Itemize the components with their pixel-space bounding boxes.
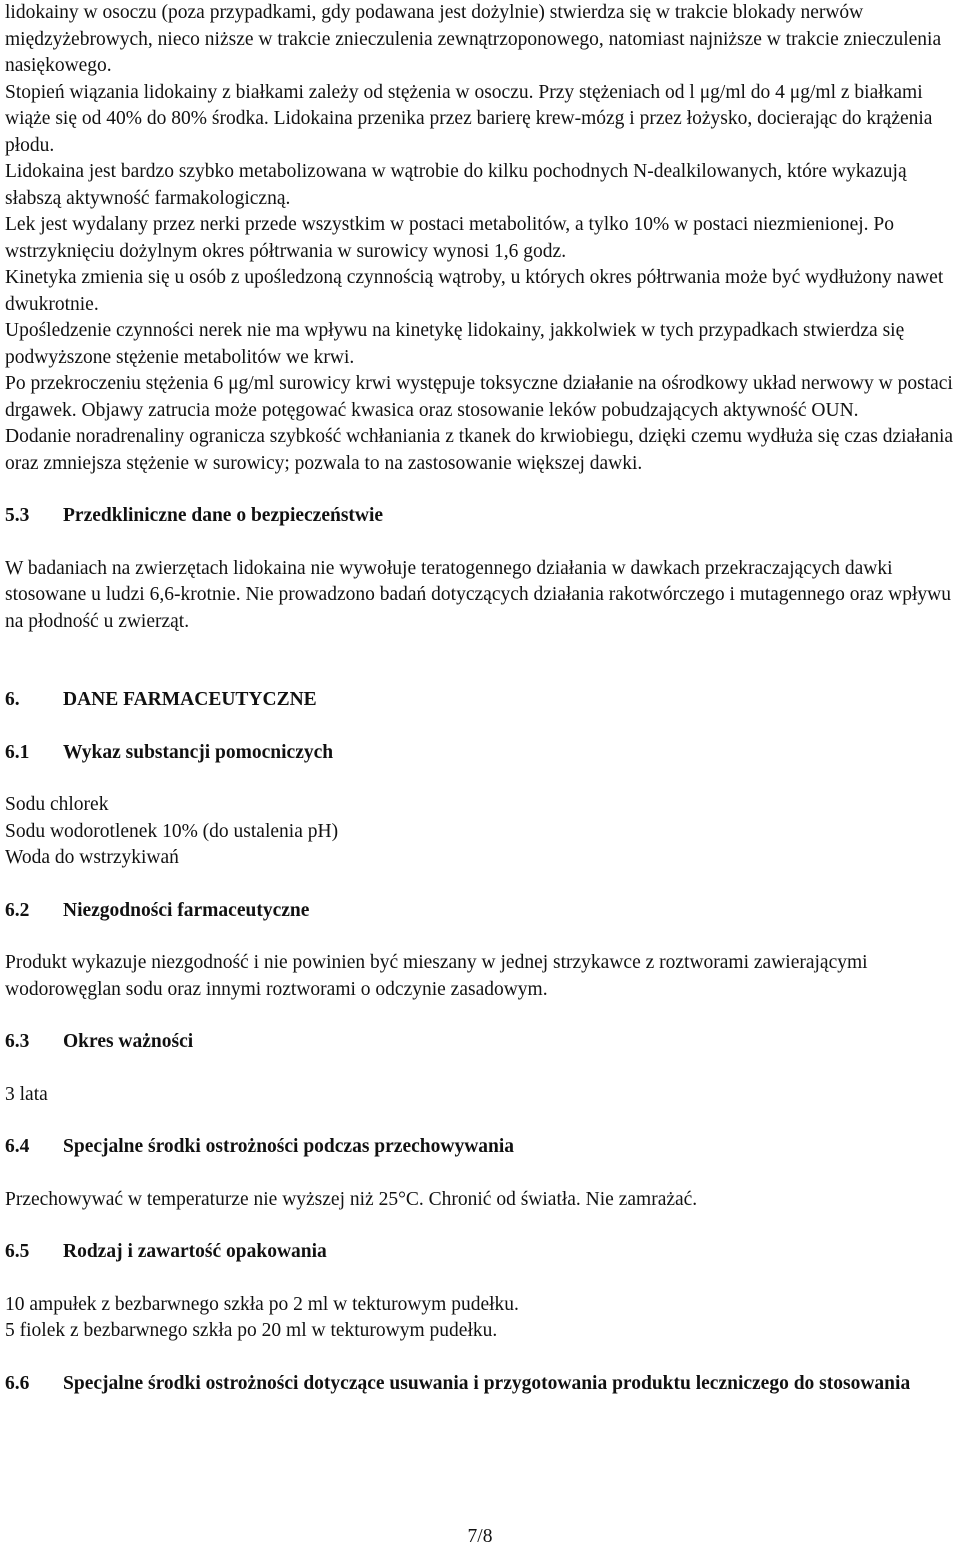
section-6-heading — [5, 687, 957, 714]
section-title: Wykaz substancji pomocniczych — [63, 741, 334, 763]
section-title: Specjalne środki ostrożności podczas przechowywania — [63, 1136, 515, 1157]
section-6-4-heading — [5, 1134, 957, 1161]
section-number: 6.3 — [5, 1031, 30, 1052]
excipient-item: Sodu chlorek — [5, 794, 109, 815]
package-item: 10 ampułek z bezbarwnego szkła po 2 ml w tekturowym pudełku. — [5, 1293, 519, 1315]
section-title: Niezgodności farmaceutyczne — [63, 899, 310, 921]
pk-paragraph-6: Upośledzenie czynności nerek nie ma wpływu na kinetykę lidokainy, jakkolwiek w tych przypadkach stwierdza się podwyższone stężenie metabolitów we krwi. — [5, 320, 905, 368]
pk-paragraph-4: Lek jest wydalany przez nerki przede wszystkim w postaci metabolitów, a tylko 10% w postaci niezmienionej. Po wstrzyknięciu dożylnym okres półtrwania w surowicy wynosi 1,6 godz. — [5, 214, 894, 262]
section-number: 5.3 — [5, 505, 30, 526]
pk-paragraph-8: Dodanie noradrenaliny ogranicza szybkość wchłaniania z tkanek do krwiobiegu, dzięki czemu wydłuża się czas działania oraz zmniejsza stężenie w surowicy; pozwala to na zastosowanie większej dawki. — [5, 426, 954, 474]
excipient-item: Sodu wodorotlenek 10% (do ustalenia pH) — [5, 820, 339, 842]
document-page — [5, 0, 957, 1397]
section-6-6-heading — [5, 1371, 957, 1398]
section-6-5-heading — [5, 1239, 957, 1266]
section-number: 6. — [5, 689, 20, 710]
excipient-item: Woda do wstrzykiwań — [5, 847, 179, 868]
pk-paragraph-3: Lidokaina jest bardzo szybko metabolizowana w wątrobie do kilku pochodnych N-dealkilowanych, które wykazują słabszą aktywność farmakologiczną. — [5, 161, 907, 209]
section-6-1-heading — [5, 740, 957, 767]
section-6-3-heading — [5, 1029, 957, 1056]
section-title: Specjalne środki ostrożności dotyczące usuwania i przygotowania produktu leczniczego do stosowania — [63, 1372, 911, 1394]
section-title: DANE FARMACEUTYCZNE — [63, 689, 317, 710]
section-6-2-body: Produkt wykazuje niezgodność i nie powinien być mieszany w jednej strzykawce z roztworami zawierającymi wodorowęglan sodu oraz innymi roztworami o odczynie zasadowym. — [5, 952, 868, 1000]
pk-paragraph-2: Stopień wiązania lidokainy z białkami zależy od stężenia w osoczu. Przy stężeniach od l μg/ml do 4 μg/ml z białkami wiąże się od 40% do 80% środka. Lidokaina przenika przez barierę krew-mózg i przez łożysko, docierając do krążenia płodu. — [5, 81, 933, 156]
section-title: Przedkliniczne dane o bezpieczeństwie — [63, 505, 384, 526]
pk-paragraph-5: Kinetyka zmienia się u osób z upośledzoną czynnością wątroby, u których okres półtrwania może być wydłużony nawet dwukrotnie. — [5, 267, 944, 315]
section-number: 6.5 — [5, 1241, 30, 1262]
package-item: 5 fiolek z bezbarwnego szkła po 20 ml w tekturowym pudełku. — [5, 1320, 498, 1341]
section-number: 6.6 — [5, 1372, 30, 1394]
section-title: Rodzaj i zawartość opakowania — [63, 1241, 327, 1262]
section-title: Okres ważności — [63, 1031, 194, 1052]
pk-paragraph-7: Po przekroczeniu stężenia 6 μg/ml surowicy krwi występuje toksyczne działanie na ośrodkowy układ nerwowy w postaci drgawek. Objawy zatrucia może potęgować kwasica oraz stosowanie leków pobudzających aktywność OUN. — [5, 373, 953, 421]
section-5-3-body: W badaniach na zwierzętach lidokaina nie wywołuje teratogennego działania w dawkach przekraczających dawki stosowane u ludzi 6,6-krotnie. Nie prowadzono badań dotyczących działania rakotwórczego i mutagennego oraz wpływu na płodność u zwierząt. — [5, 557, 951, 632]
page-number: 7/8 — [467, 1526, 493, 1547]
pk-paragraph-1: lidokainy w osoczu (poza przypadkami, gdy podawana jest dożylnie) stwierdza się w trakcie blokady nerwów międzyżebrowych, nieco niższe w trakcie znieczulenia zewnątrzoponowego, natomiast najniższe w trakcie znieczulenia nasiękowego. — [5, 2, 942, 76]
section-6-2-heading — [5, 898, 957, 925]
section-6-4-body: Przechowywać w temperaturze nie wyższej niż 25°C. Chronić od światła. Nie zamrażać. — [5, 1188, 698, 1210]
section-6-3-body: 3 lata — [5, 1083, 48, 1105]
section-number: 6.1 — [5, 741, 30, 763]
section-number: 6.2 — [5, 899, 30, 921]
section-number: 6.4 — [5, 1136, 30, 1157]
section-5-3-heading — [5, 503, 957, 530]
